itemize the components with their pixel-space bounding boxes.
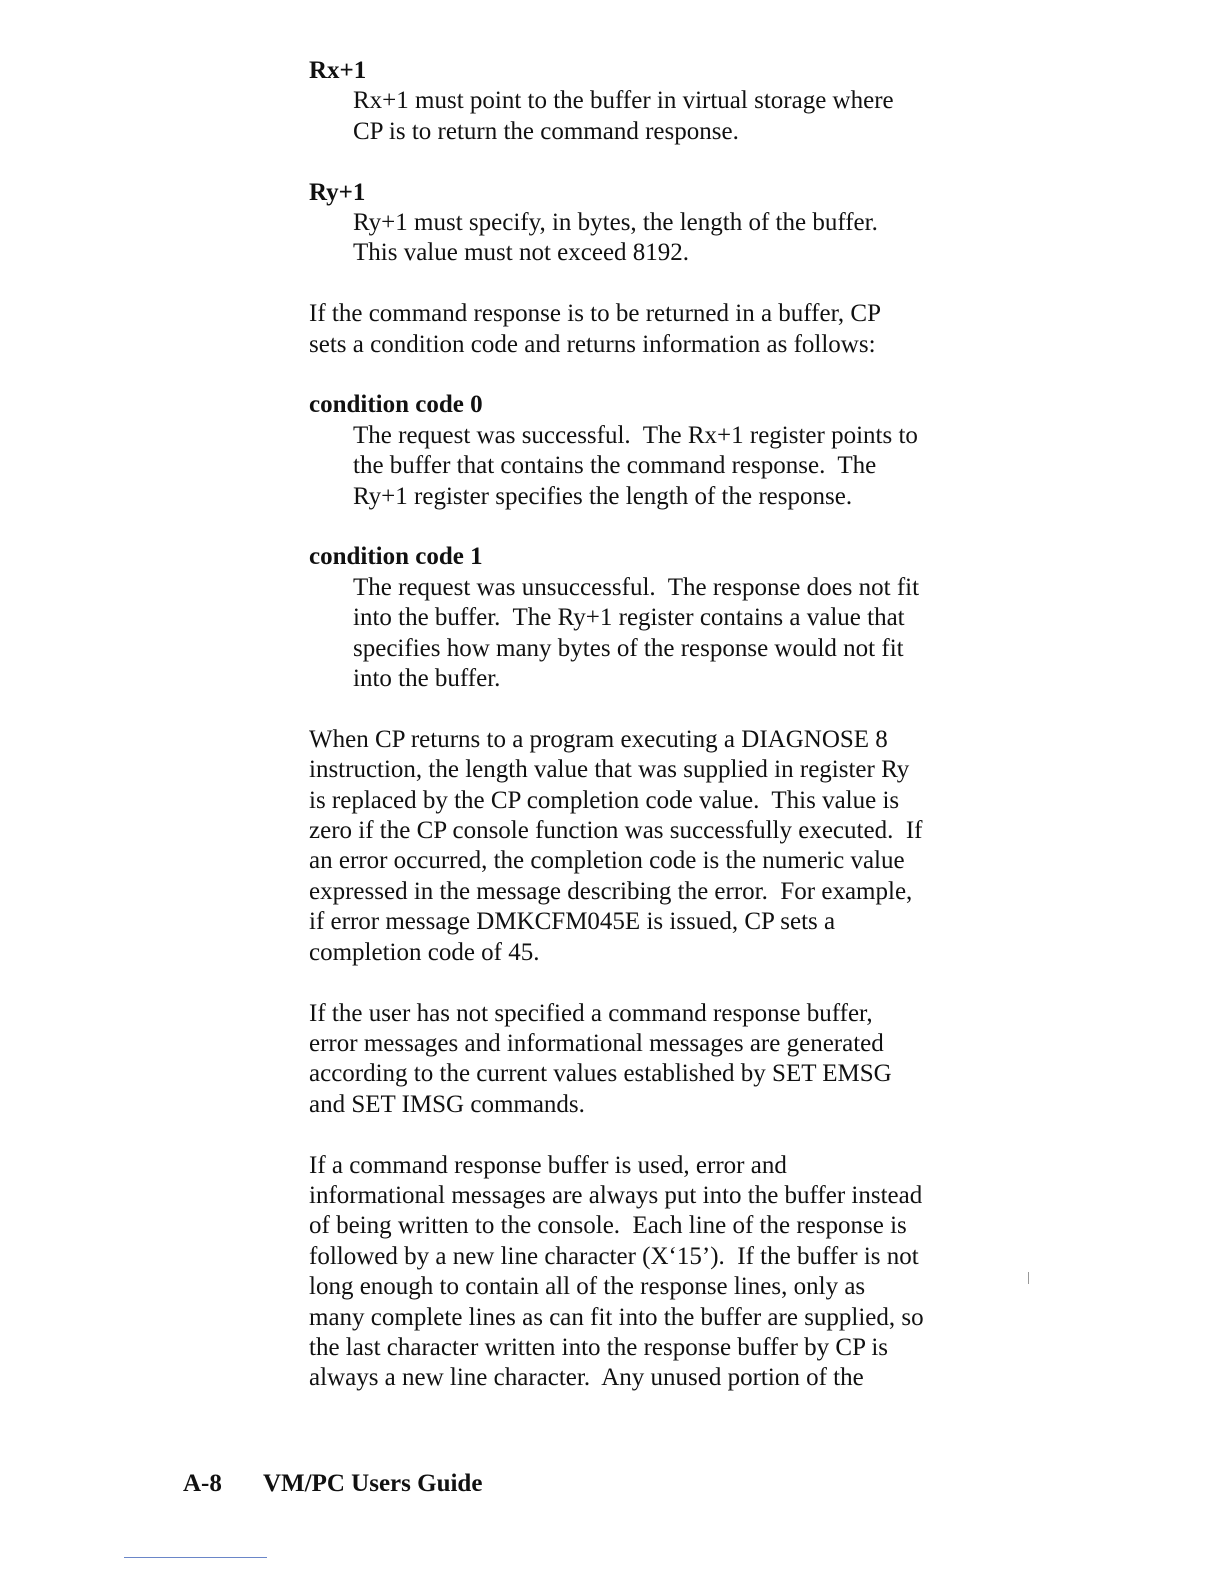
intro-paragraph — [309, 299, 1009, 360]
text-line: This value must not exceed 8192. — [353, 239, 690, 267]
paragraph-completion-code — [309, 725, 1009, 968]
paragraph-no-buffer — [309, 999, 1009, 1121]
text-line: if error message DMKCFM045E is issued, CP sets a — [309, 908, 836, 936]
condition-term: condition code 0 — [309, 391, 483, 419]
text-line: The request was successful. The Rx+1 register points to — [353, 421, 918, 449]
text-line: The request was unsuccessful. The response does not fit — [353, 573, 920, 601]
page-number: A-8 — [183, 1470, 222, 1497]
text-line: Ry+1 register specifies the length of the response. — [353, 482, 853, 510]
text-line: Rx+1 must point to the buffer in virtual storage where — [353, 87, 894, 115]
text-line: long enough to contain all of the response lines, only as — [309, 1273, 866, 1301]
text-line: informational messages are always put into the buffer instead — [309, 1181, 923, 1209]
entry-ry1 — [309, 178, 1009, 269]
paragraph-buffer-used — [309, 1151, 1009, 1394]
entry-rx1 — [309, 56, 1009, 147]
page-footer — [183, 1470, 482, 1498]
entry-term: Rx+1 — [309, 57, 367, 84]
page-body — [309, 56, 1009, 1394]
entry-definition — [353, 208, 1009, 269]
text-line: zero if the CP console function was successfully executed. If — [309, 817, 923, 845]
text-line: followed by a new line character (X‘15’). If the buffer is not — [309, 1242, 919, 1270]
entry-term: Ry+1 — [309, 178, 366, 206]
text-line: When CP returns to a program executing a DIAGNOSE 8 — [309, 725, 888, 753]
condition-definition — [353, 421, 1009, 512]
text-line: into the buffer. The Ry+1 register contains a value that — [353, 604, 905, 632]
condition-definition — [353, 573, 1009, 695]
text-line: completion code of 45. — [309, 938, 540, 966]
text-line: expressed in the message describing the error. For example, — [309, 877, 913, 905]
text-line: sets a condition code and returns information as follows: — [309, 330, 876, 358]
text-line: is replaced by the CP completion code value. This value is — [309, 786, 900, 814]
text-line: of being written to the console. Each line of the response is — [309, 1212, 907, 1240]
text-line: instruction, the length value that was supplied in register Ry — [309, 756, 910, 784]
text-line: and SET IMSG commands. — [309, 1090, 585, 1118]
text-line: according to the current values established by SET EMSG — [309, 1060, 892, 1088]
entry-definition — [353, 86, 1009, 147]
text-line: If the user has not specified a command response buffer, — [309, 999, 873, 1027]
text-line: the last character written into the response buffer by CP is — [309, 1333, 889, 1361]
text-line: always a new line character. Any unused portion of the — [309, 1364, 864, 1392]
text-line: Ry+1 must specify, in bytes, the length of the buffer. — [353, 209, 878, 237]
text-line: If a command response buffer is used, error and — [309, 1151, 787, 1179]
condition-code-0 — [309, 390, 1009, 512]
text-line: CP is to return the command response. — [353, 117, 739, 145]
condition-code-1 — [309, 542, 1009, 694]
text-line: error messages and informational messages are generated — [309, 1029, 884, 1057]
text-line: If the command response is to be returned in a buffer, CP — [309, 300, 881, 328]
text-line: many complete lines as can fit into the buffer are supplied, so — [309, 1303, 924, 1331]
revision-bar — [1028, 1272, 1029, 1284]
text-line: an error occurred, the completion code is the numeric value — [309, 847, 905, 875]
text-line: specifies how many bytes of the response would not fit — [353, 634, 904, 662]
text-line: into the buffer. — [353, 665, 501, 693]
book-title: VM/PC Users Guide — [263, 1470, 483, 1497]
bottom-rule — [124, 1557, 267, 1558]
condition-term: condition code 1 — [309, 543, 483, 571]
text-line: the buffer that contains the command response. The — [353, 452, 877, 480]
